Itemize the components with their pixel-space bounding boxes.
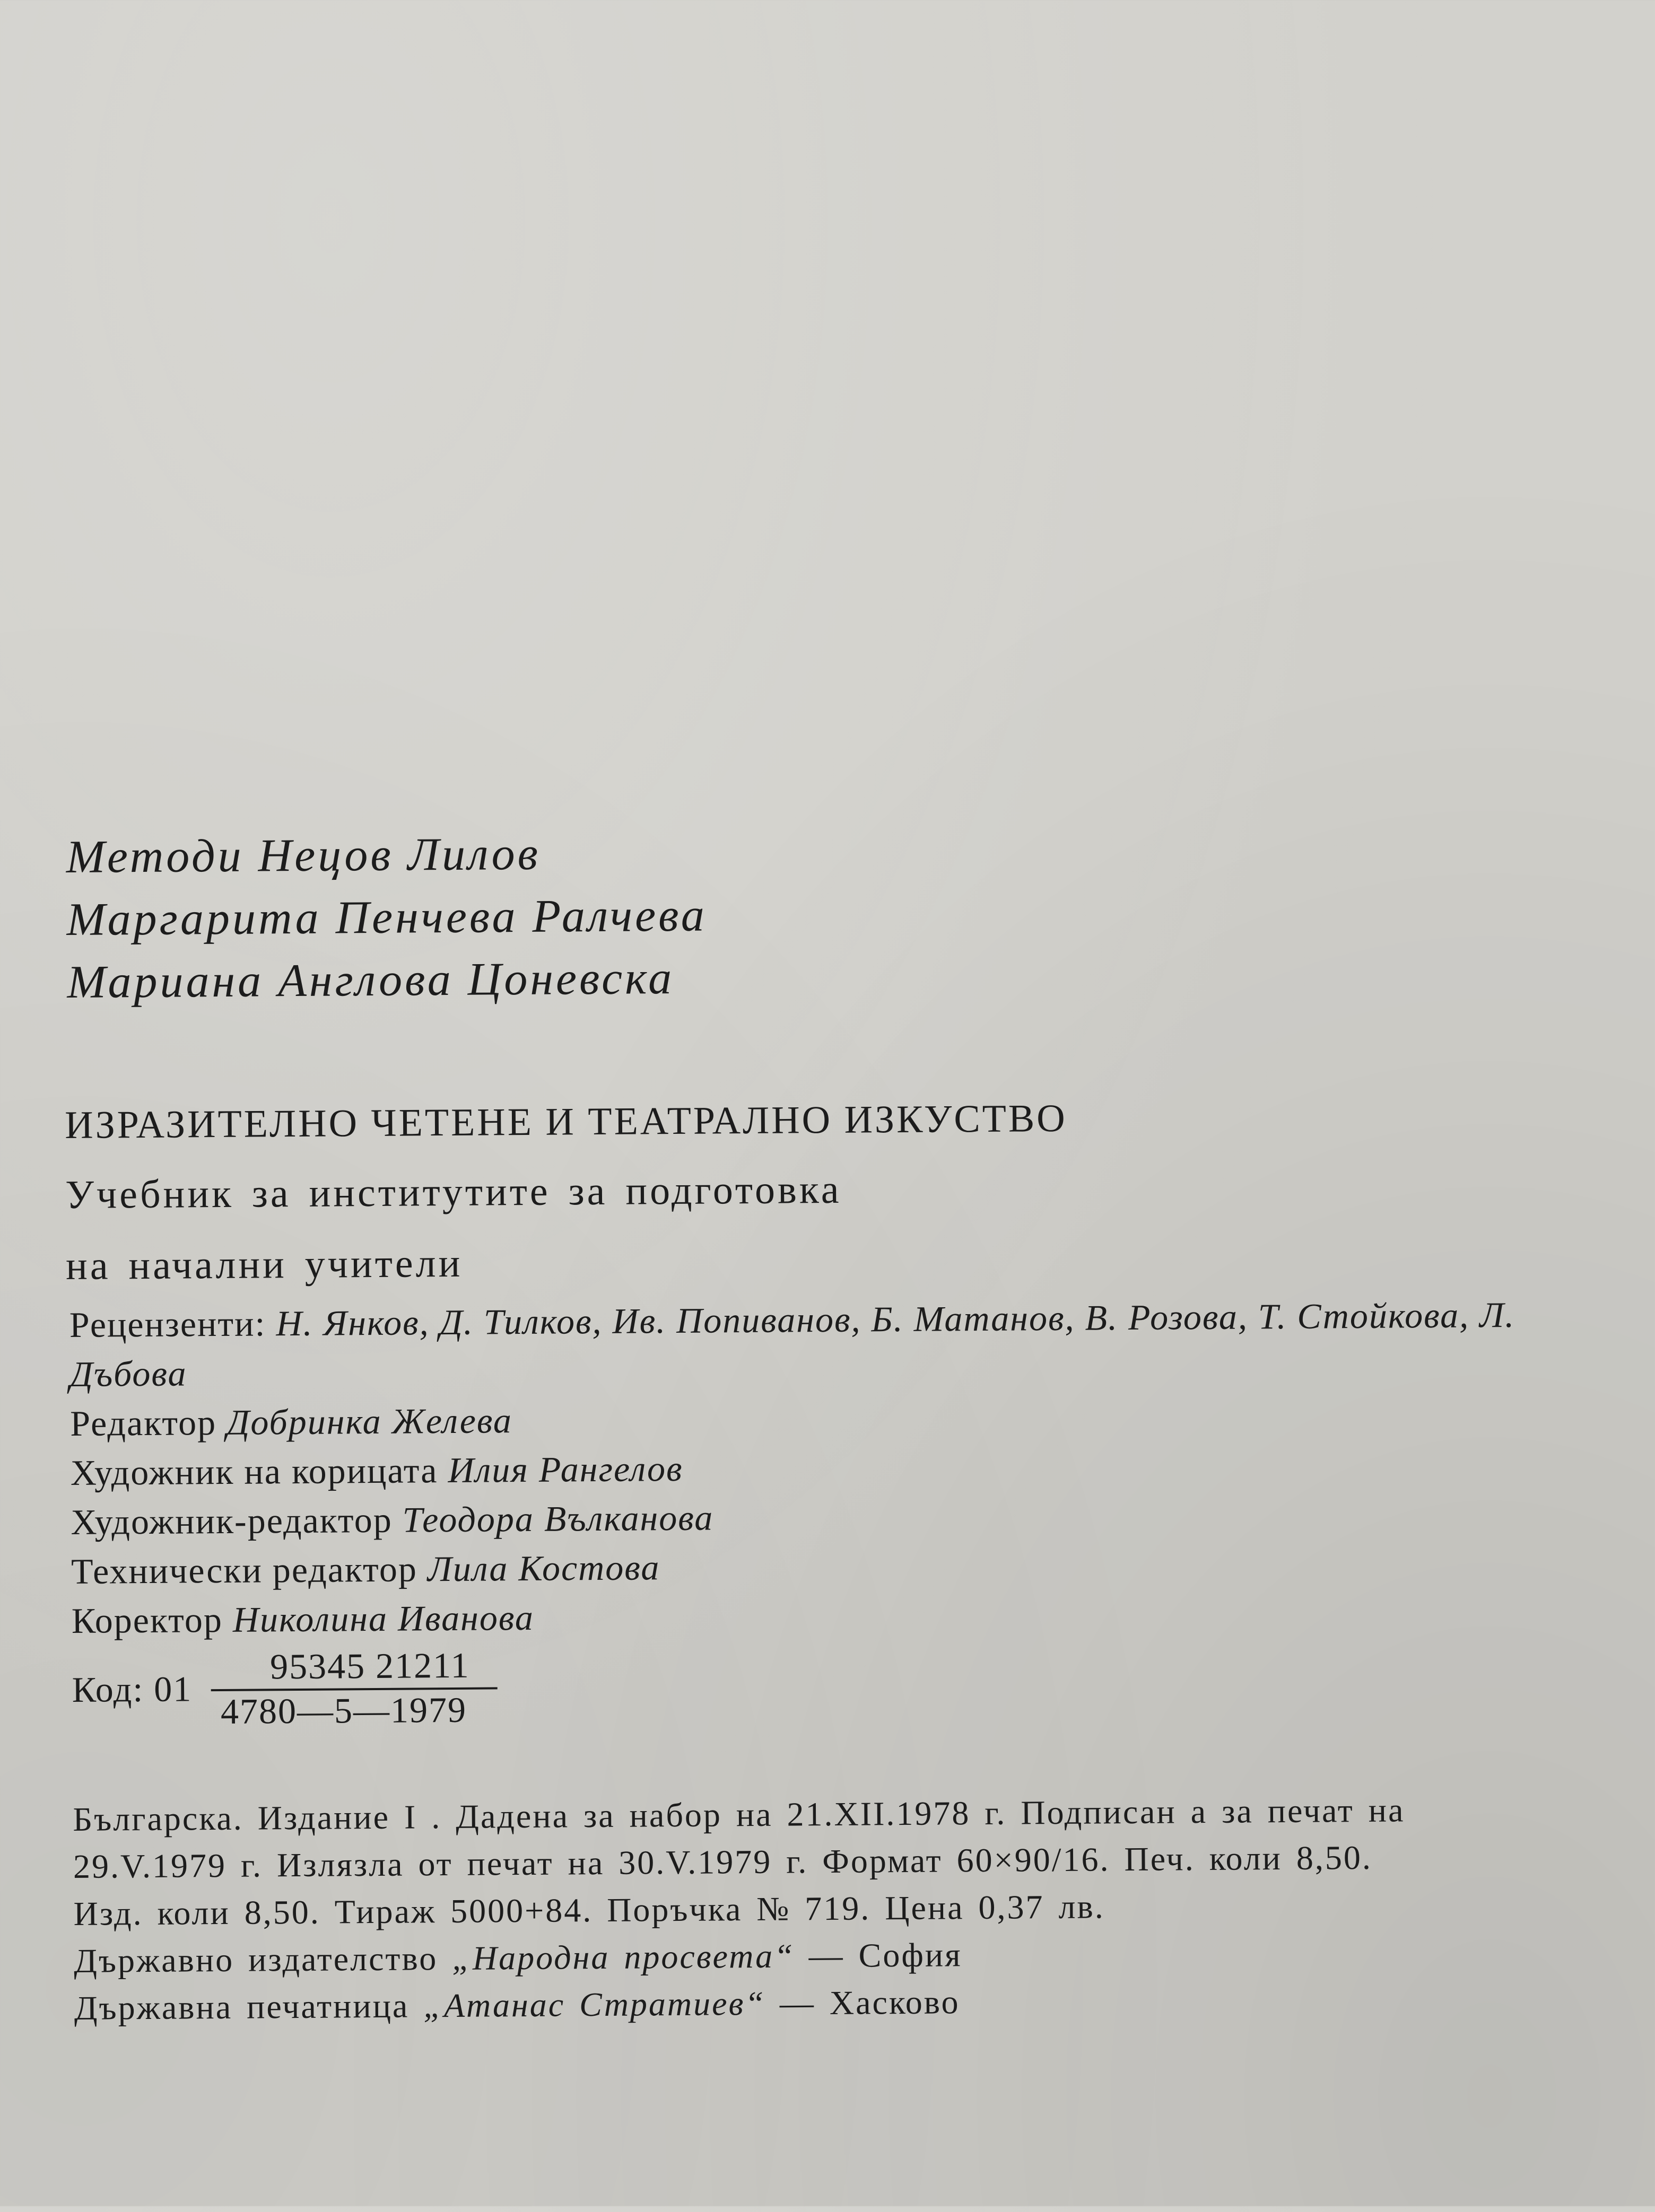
proofreader-value: Николина Иванова (232, 1597, 535, 1640)
art-editor-label: Художник-редактор (71, 1499, 393, 1542)
editor-label: Редактор (69, 1402, 217, 1444)
printer-city: — Хасково (779, 1983, 960, 2022)
proofreader-label: Коректор (71, 1599, 223, 1641)
code-denominator: 4780—5—1979 (220, 1689, 467, 1732)
book-code (72, 1635, 1621, 1732)
tech-editor-value: Лила Костова (427, 1547, 660, 1589)
code-label: Код: 01 (72, 1668, 193, 1710)
cover-artist-value: Илия Рангелов (448, 1448, 683, 1491)
editor-value: Добринка Желева (226, 1400, 513, 1442)
reviewers-value: Н. Янков, Д. Тилков, Ив. Попиванов, Б. Матанов, В. Розова, Т. Стойкова, Л. Дъбова (69, 1294, 1515, 1394)
imprint-line-2: 29.V.1979 г. Излязла от печат на 30.V.1979 г. Формат 60×90/16. Печ. коли 8,50. (73, 1838, 1373, 1885)
printer-prefix: Държавна печатница (74, 1987, 410, 2027)
printer-name: „Атанас Стратиев“ (423, 1984, 766, 2025)
publisher-name: „Народна просвета“ (451, 1937, 795, 1977)
publisher-prefix: Държавно издателство (74, 1939, 438, 1980)
code-numerator: 95345 21211 (211, 1642, 498, 1691)
reviewers-label: Рецензенти: (69, 1303, 266, 1345)
imprint-line-3: Изд. коли 8,50. Тираж 5000+84. Поръчка № 719. Цена 0,37 лв. (73, 1887, 1105, 1933)
imprint-line-1: Българска. Издание I . Дадена за набор на 21.XII.1978 г. Подписан а за печат на (73, 1791, 1405, 1838)
author-2: Маргарита Пенчева Ралчева (66, 889, 708, 946)
credits-block (69, 1290, 1622, 1732)
author-1: Методи Нецов Лилов (66, 828, 541, 884)
art-editor-value: Теодора Вълканова (402, 1497, 714, 1540)
title-block (65, 1085, 1068, 1301)
cover-artist-label: Художник на корицата (70, 1450, 438, 1493)
book-title: ИЗРАЗИТЕЛНО ЧЕТЕНЕ И ТЕАТРАЛНО ИЗКУСТВО (64, 1096, 1067, 1148)
book-subtitle-line-2: на начални учители (65, 1240, 463, 1289)
author-3: Мариана Англова Цоневска (67, 952, 675, 1009)
authors-block (66, 822, 708, 1014)
code-fraction (211, 1642, 498, 1732)
tech-editor-label: Технически редактор (71, 1549, 418, 1592)
publisher-city: — София (808, 1936, 962, 1975)
book-subtitle-line-1: Учебник за институтите за подготовка (65, 1167, 842, 1218)
credit-reviewers (69, 1290, 1619, 1399)
imprint-block (73, 1785, 1634, 2032)
